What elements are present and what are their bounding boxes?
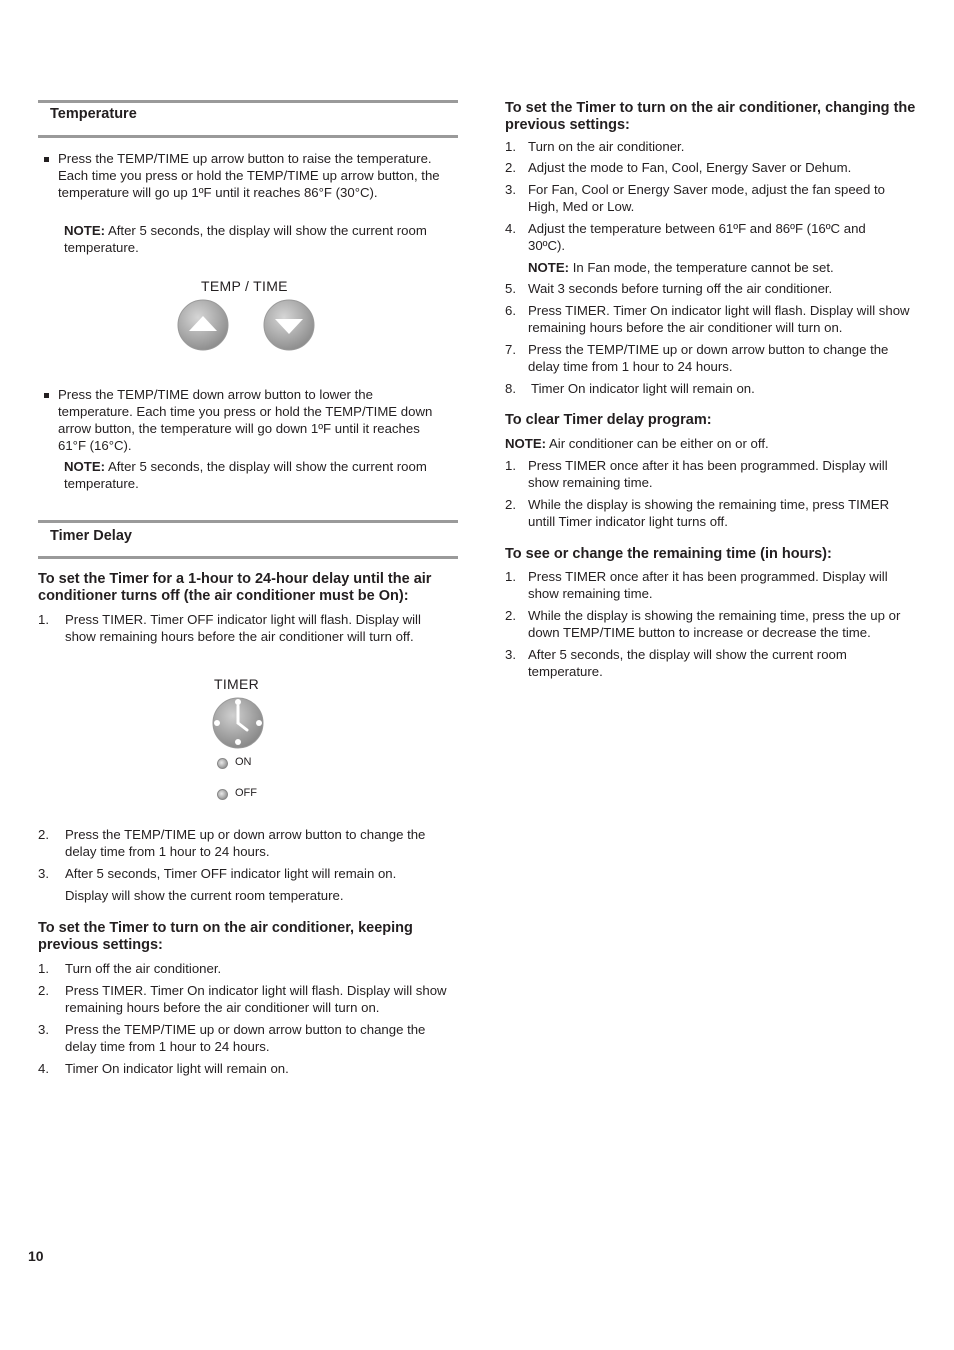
right-heading-3: To see or change the remaining time (in hours): [505, 546, 832, 562]
step-number: 2. [38, 983, 49, 998]
change-step-6: Press TIMER. Timer On indicator light will flash. Display will show remaining hours before the air conditioner will turn on. [528, 303, 910, 335]
on-indicator-light-icon [217, 758, 228, 769]
step-number: 3. [505, 182, 516, 197]
change-step-5: Wait 3 seconds before turning off the air conditioner. [528, 281, 833, 296]
step-number: 1. [38, 612, 49, 627]
step-number: 3. [505, 647, 516, 662]
timer-heading-1: To set the Timer for a 1-hour to 24-hour delay until the air conditioner turns off (the air conditioner must be On): [38, 571, 432, 604]
clear-note [505, 435, 920, 452]
step-number: 2. [505, 608, 516, 623]
clear-step-1: Press TIMER once after it has been programmed. Display will show remaining time. [528, 458, 888, 490]
see-step-3: After 5 seconds, the display will show the current room temperature. [528, 647, 847, 679]
temp-bullet-1: Press the TEMP/TIME up arrow button to raise the temperature. Each time you press or hold the TEMP/TIME up arrow button, the temperature will go up 1ºF until it reaches 86°F (30°C). [58, 151, 440, 200]
change-step-1: Turn on the air conditioner. [528, 139, 685, 154]
temp-note-1 [64, 222, 456, 256]
step-number: 1. [505, 569, 516, 584]
temp-note-2 [64, 458, 456, 492]
step-number: 1. [38, 961, 49, 976]
step-number: 2. [505, 160, 516, 175]
bullet-icon [44, 393, 49, 398]
change-step-8: Timer On indicator light will remain on. [531, 381, 755, 396]
temp-bullet-2: Press the TEMP/TIME down arrow button to lower the temperature. Each time you press or hold the TEMP/TIME down arrow button, the temperature will go down 1ºF until it reaches 61°F (16°C). [58, 387, 433, 453]
down-arrow-icon [264, 300, 314, 350]
section-title-temperature: Temperature [50, 106, 137, 122]
change-step-4: Adjust the temperature between 61ºF and 86ºF (16ºC and 30ºC). [528, 221, 866, 253]
bullet-icon [44, 157, 49, 162]
keep-step-4: Timer On indicator light will remain on. [65, 1061, 289, 1076]
section-rule-bottom [38, 135, 458, 138]
off-indicator-light-icon [217, 789, 228, 800]
page-number: 10 [28, 1248, 44, 1264]
note-label: NOTE: [64, 459, 106, 474]
change-step-2: Adjust the mode to Fan, Cool, Energy Saver or Dehum. [528, 160, 852, 175]
step-number: 8. [505, 381, 516, 396]
note-label: NOTE: [528, 260, 570, 275]
timer-step-3-extra: Display will show the current room temperature. [65, 888, 344, 903]
temp-time-label: TEMP / TIME [201, 278, 288, 294]
right-heading-1: To set the Timer to turn on the air conditioner, changing the previous settings: [505, 100, 916, 133]
step-number: 1. [505, 458, 516, 473]
on-label: ON [235, 756, 252, 768]
keep-step-3: Press the TEMP/TIME up or down arrow button to change the delay time from 1 hour to 24 hours. [65, 1022, 426, 1054]
step-number: 4. [505, 221, 516, 236]
note-label: NOTE: [505, 436, 547, 451]
note-text: After 5 seconds, the display will show the current room temperature. [64, 459, 427, 491]
note-text: Air conditioner can be either on or off. [548, 436, 769, 451]
section-rule-top [38, 520, 458, 523]
note-text: After 5 seconds, the display will show the current room temperature. [64, 223, 427, 255]
right-heading-2: To clear Timer delay program: [505, 412, 712, 428]
keep-step-2: Press TIMER. Timer On indicator light will flash. Display will show remaining hours before the air conditioner will turn on. [65, 983, 447, 1015]
timer-step-2: Press the TEMP/TIME up or down arrow button to change the delay time from 1 hour to 24 hours. [65, 827, 426, 859]
note-text: In Fan mode, the temperature cannot be set. [572, 260, 834, 275]
step-number: 7. [505, 342, 516, 357]
step-number: 6. [505, 303, 516, 318]
see-step-1: Press TIMER once after it has been programmed. Display will show remaining time. [528, 569, 888, 601]
off-label: OFF [235, 787, 257, 799]
timer-heading-2: To set the Timer to turn on the air conditioner, keeping previous settings: [38, 920, 413, 953]
up-arrow-icon [178, 300, 228, 350]
note-label: NOTE: [64, 223, 106, 238]
keep-step-1: Turn off the air conditioner. [65, 961, 222, 976]
clear-step-2: While the display is showing the remaining time, press TIMER untill Timer indicator light turns off. [528, 497, 890, 529]
step-number: 3. [38, 1022, 49, 1037]
temp-time-buttons-figure [176, 298, 316, 352]
timer-clock-icon [211, 696, 265, 750]
change-note [528, 259, 918, 276]
step-number: 4. [38, 1061, 49, 1076]
step-number: 5. [505, 281, 516, 296]
section-rule-bottom [38, 556, 458, 559]
step-number: 1. [505, 139, 516, 154]
section-rule-top [38, 100, 458, 103]
timer-step-3: After 5 seconds, Timer OFF indicator light will remain on. [65, 866, 397, 881]
timer-label: TIMER [214, 676, 260, 692]
step-number: 3. [38, 866, 49, 881]
step-number: 2. [505, 497, 516, 512]
change-step-7: Press the TEMP/TIME up or down arrow button to change the delay time from 1 hour to 24 hours. [528, 342, 889, 374]
section-title-timer-delay: Timer Delay [50, 528, 132, 544]
change-step-3: For Fan, Cool or Energy Saver mode, adjust the fan speed to High, Med or Low. [528, 182, 885, 214]
timer-step-1: Press TIMER. Timer OFF indicator light will flash. Display will show remaining hours before the air conditioner will turn off. [65, 612, 421, 644]
step-number: 2. [38, 827, 49, 842]
see-step-2: While the display is showing the remaining time, press the up or down TEMP/TIME button to increase or decrease the time. [528, 608, 901, 640]
